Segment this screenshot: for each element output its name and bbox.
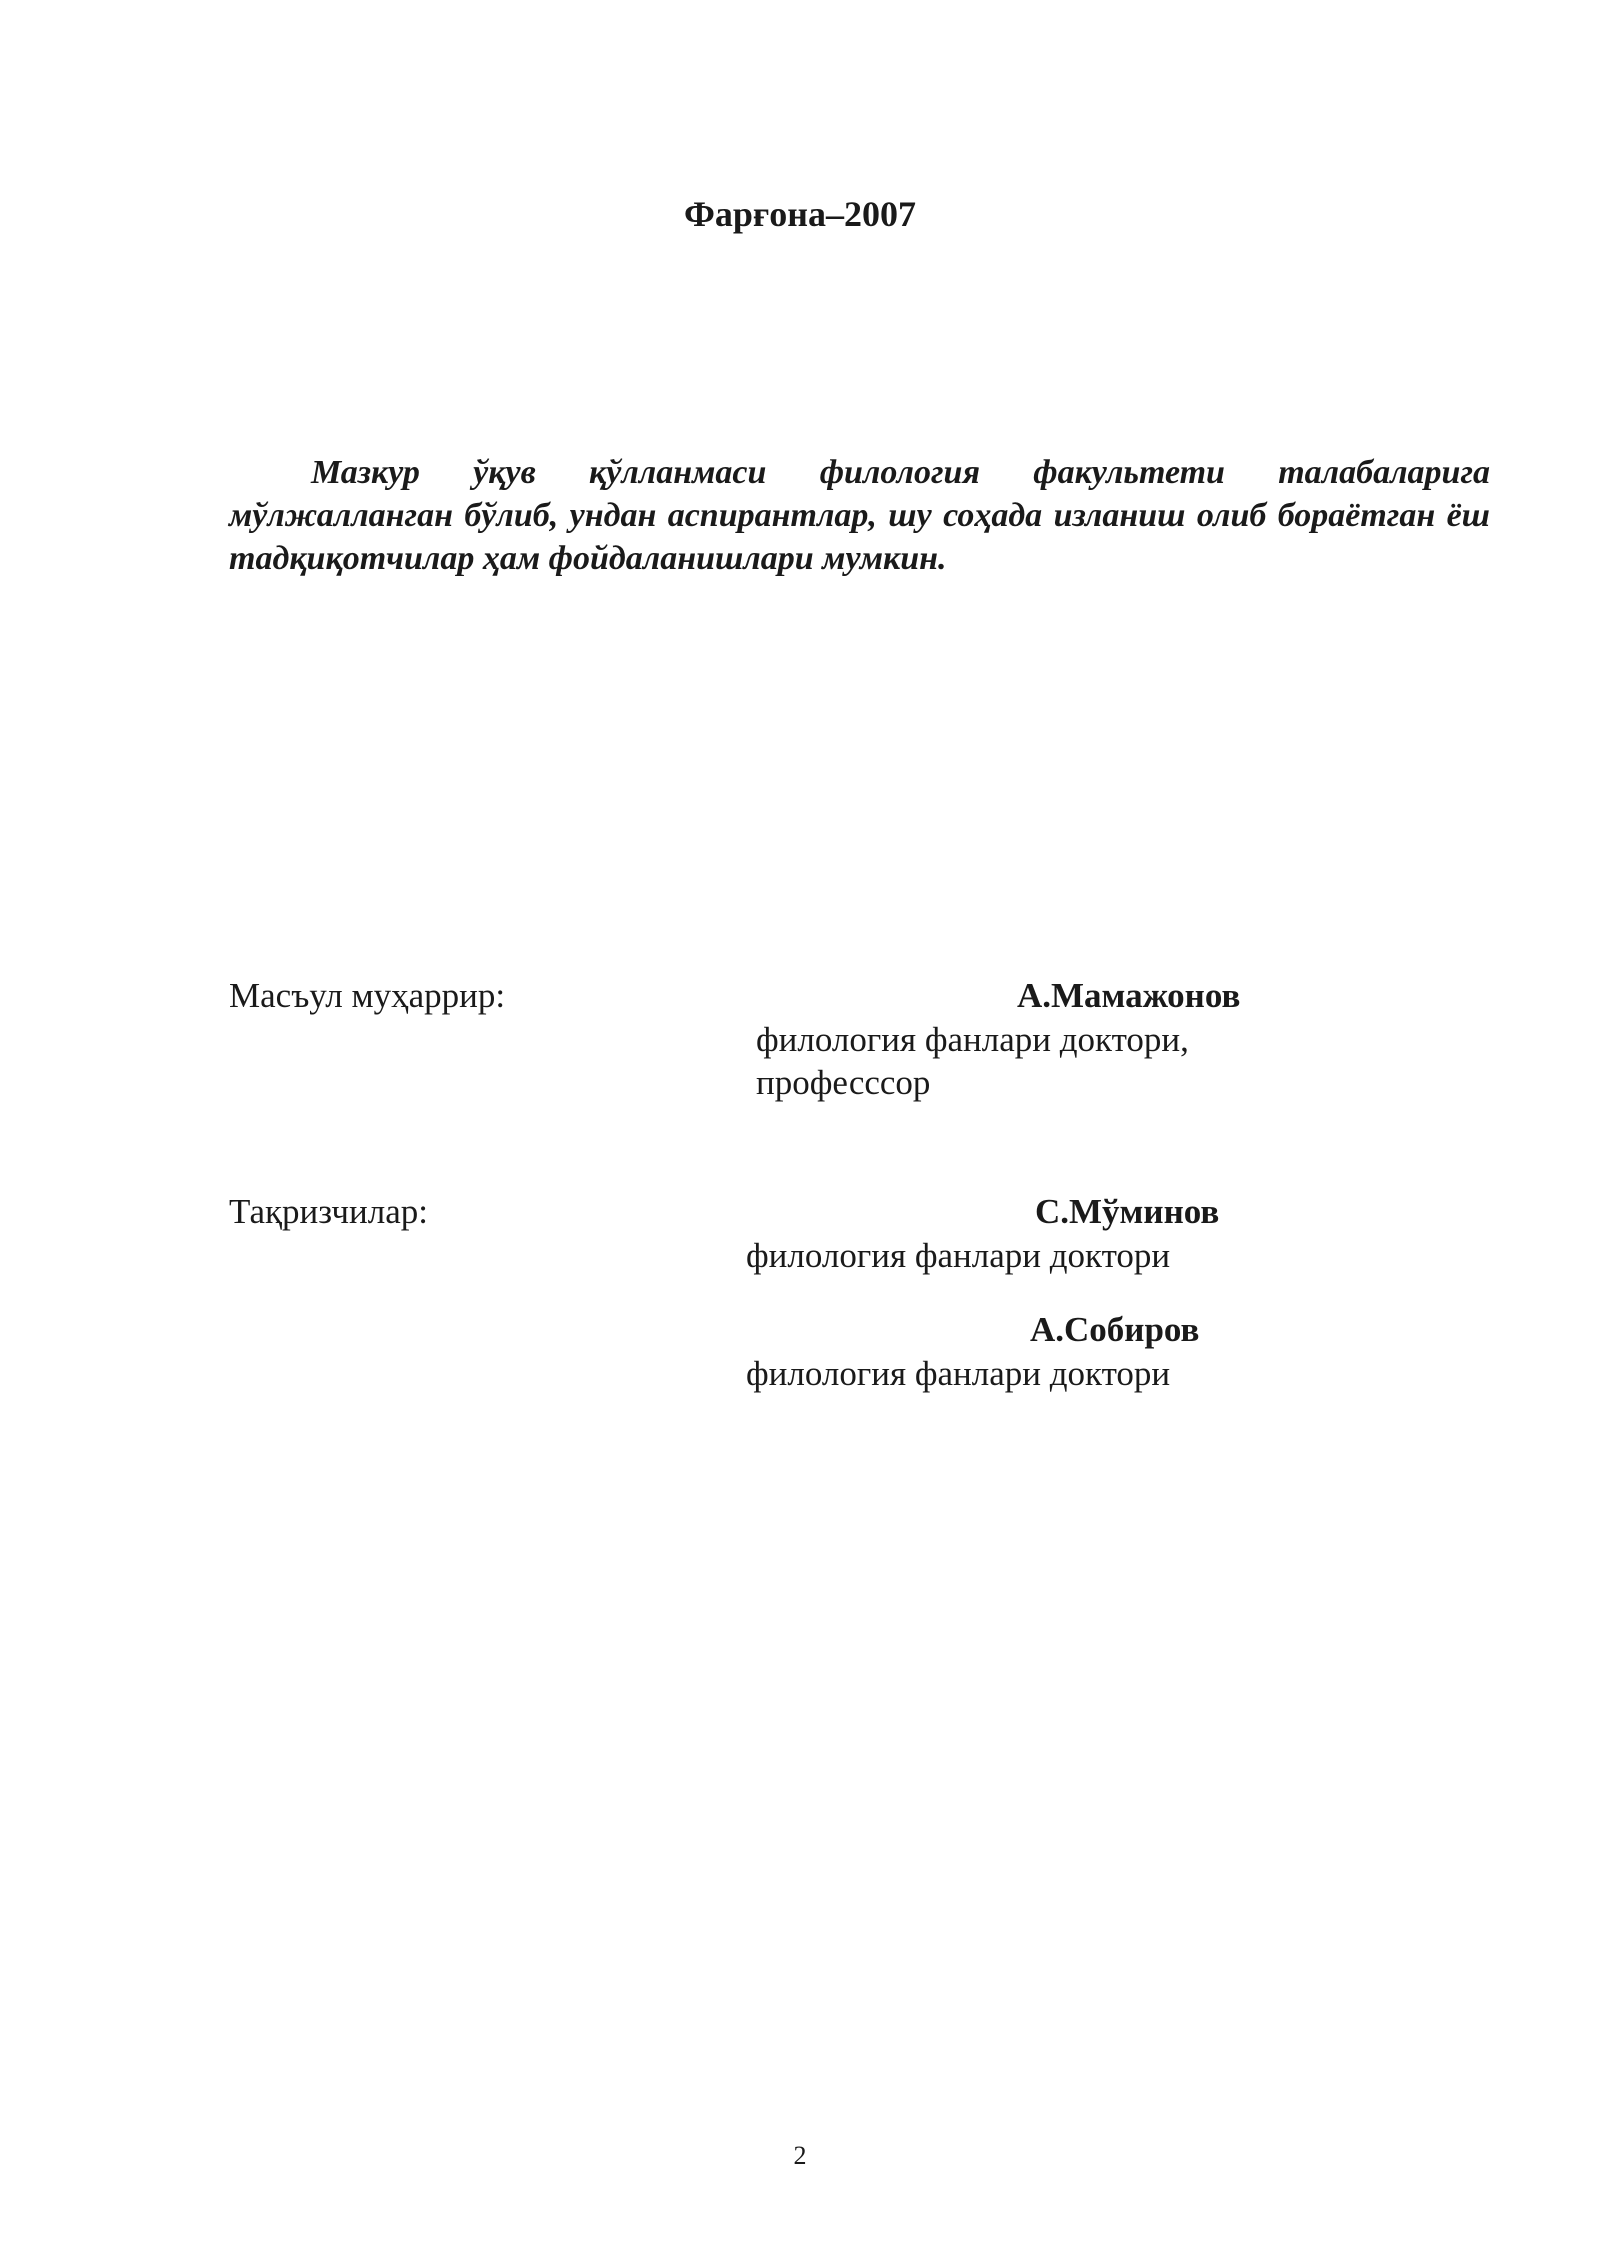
- annotation-paragraph: Мазкур ўқув қўлланмаси филология факультети талабаларига мўлжалланган бўлиб, ундан аспирантлар, шу соҳада изланиш олиб бораётган ёш тадқиқотчилар ҳам фойдаланишлари мумкин.: [229, 454, 1490, 577]
- place-year-heading: Фарғона–2007: [683, 194, 917, 234]
- editor-name: А.Мамажонов: [1017, 976, 1241, 1015]
- editor-label: Масъул муҳаррир:: [229, 976, 506, 1015]
- reviewer-name: А.Собиров: [1030, 1310, 1200, 1349]
- editor-degree: филология фанлари доктори,: [756, 1020, 1189, 1059]
- editor-title: професссор: [756, 1063, 931, 1102]
- reviewer-degree: филология фанлари доктори: [746, 1236, 1171, 1275]
- reviewer-degree: филология фанлари доктори: [746, 1354, 1171, 1393]
- reviewers-label: Тақризчилар:: [229, 1192, 428, 1231]
- page-number: 2: [793, 2141, 807, 2170]
- reviewer-name: С.Мўминов: [1035, 1192, 1220, 1231]
